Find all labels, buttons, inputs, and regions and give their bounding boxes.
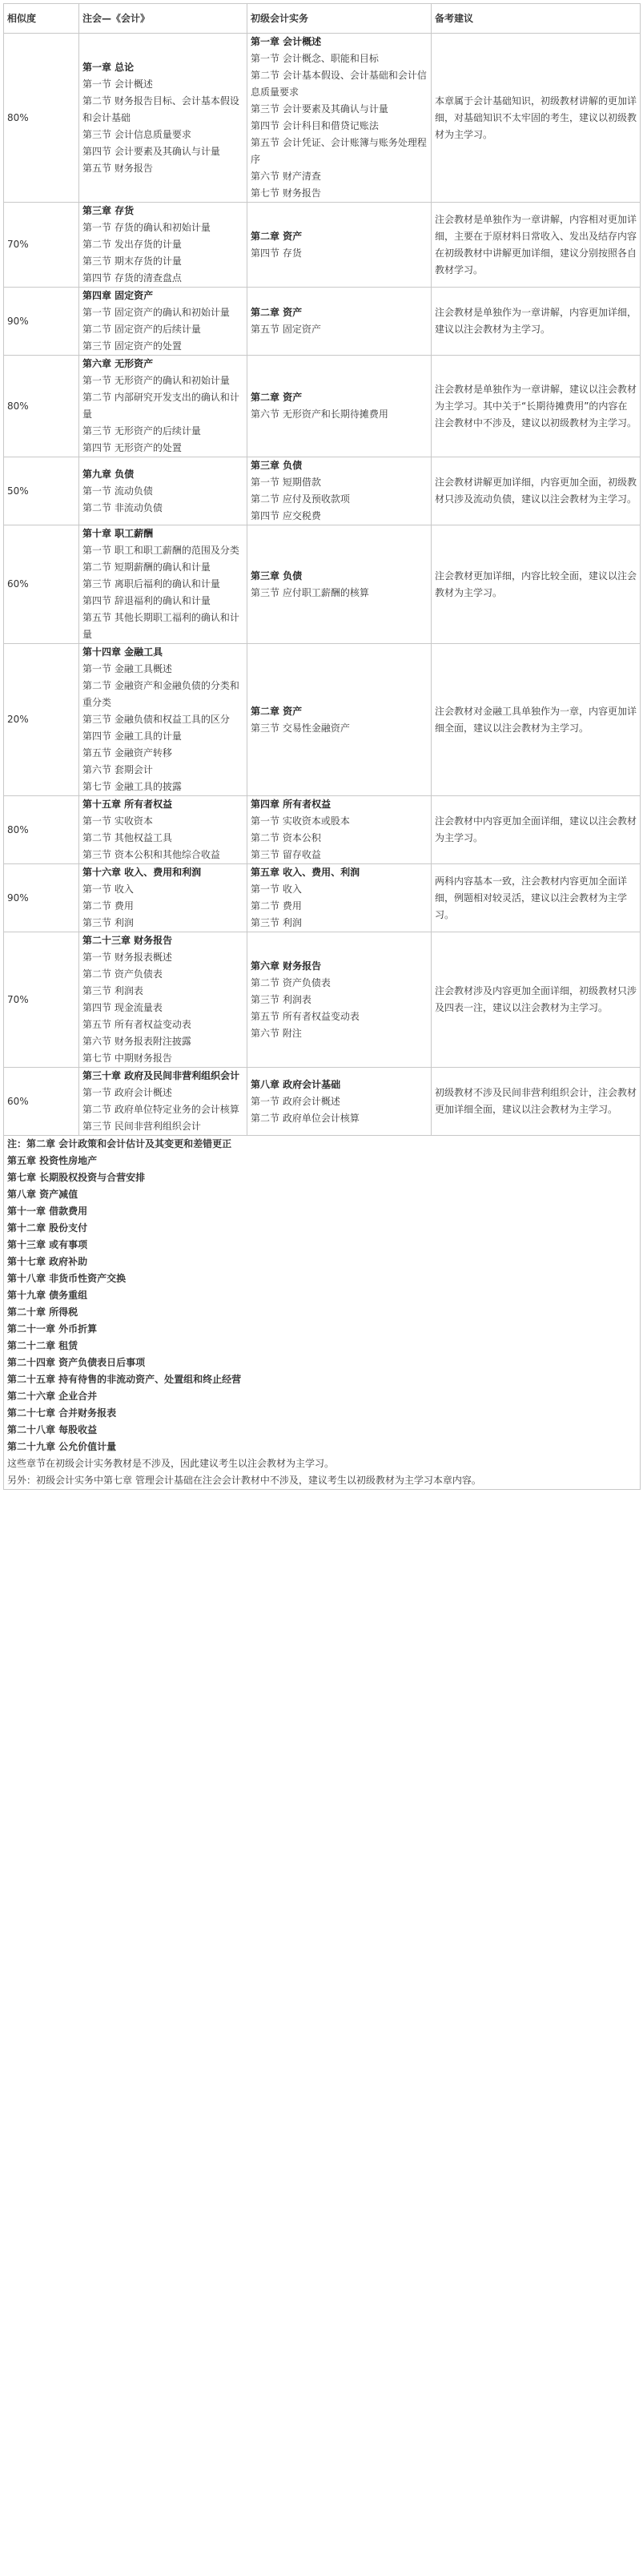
similarity-cell: 80% (4, 34, 79, 203)
cpa-chapter-cell (79, 796, 247, 864)
junior-section: 第二节 费用 (251, 900, 302, 912)
cpa-section: 第五节 其他长期职工福利的确认和计量 (82, 612, 239, 640)
similarity-cell: 50% (4, 457, 79, 525)
cpa-section: 第三节 金融负债和权益工具的区分 (82, 714, 230, 725)
cpa-section: 第六节 财务报表附注披露 (82, 1036, 191, 1047)
header-similarity: 相似度 (4, 4, 79, 34)
cpa-section: 第三节 固定资产的处置 (82, 340, 182, 352)
footer-chapter-item: 第二十九章 公允价值计量 (7, 1441, 117, 1452)
similarity-cell: 80% (4, 796, 79, 864)
cpa-section: 第三节 会计信息质量要求 (82, 128, 191, 140)
cpa-section: 第二节 资产负债表 (82, 968, 163, 980)
header-study-advice: 备考建议 (432, 4, 641, 34)
cpa-chapter-title: 第九章 负债 (82, 468, 135, 480)
junior-section: 第一节 实收资本或股本 (251, 815, 350, 827)
table-row (4, 644, 641, 796)
cpa-section: 第三节 离职后福利的确认和计量 (82, 578, 220, 590)
junior-section: 第二节 政府单位会计核算 (251, 1112, 360, 1124)
junior-section: 第二节 资产负债表 (251, 976, 331, 988)
footer-chapter-item: 第八章 资产减值 (7, 1189, 78, 1200)
cpa-chapter-title: 第十四章 金融工具 (82, 646, 163, 658)
cpa-chapter-cell (79, 457, 247, 525)
similarity-cell: 90% (4, 864, 79, 932)
footer-chapter-item: 第二十五章 持有待售的非流动资产、处置组和终止经营 (7, 1374, 242, 1385)
cpa-chapter-cell (79, 864, 247, 932)
cpa-section: 第三节 民间非营利组织会计 (82, 1121, 201, 1132)
junior-chapter-cell (247, 288, 432, 356)
cpa-section: 第七节 金融工具的披露 (82, 781, 182, 792)
header-cpa-accounting: 注会—《会计》 (79, 4, 247, 34)
cpa-section: 第二节 政府单位特定业务的会计核算 (82, 1104, 239, 1115)
header-junior-accounting: 初级会计实务 (247, 4, 432, 34)
junior-section: 第三节 利润 (251, 917, 302, 928)
junior-section: 第四节 存货 (251, 247, 302, 259)
study-advice-cell: 注会教材是单独作为一章讲解，建议以注会教材为主学习。其中关于“长期待摊费用”的内容在注会教材中不涉及，建议以初级教材为主学习。 (432, 356, 641, 457)
junior-chapter-cell (247, 203, 432, 288)
junior-chapter-title: 第二章 资产 (251, 307, 303, 318)
cpa-chapter-cell (79, 644, 247, 796)
junior-chapter-title: 第四章 所有者权益 (251, 799, 332, 810)
junior-chapter-cell (247, 1068, 432, 1136)
cpa-section: 第一节 固定资产的确认和初始计量 (82, 307, 230, 318)
footer-cell (4, 1136, 641, 1490)
table-header-row (4, 4, 641, 34)
cpa-section: 第四节 存货的清查盘点 (82, 272, 182, 284)
junior-chapter-title: 第一章 会计概述 (251, 36, 322, 47)
study-advice-cell: 注会教材对金融工具单独作为一章，内容更加详细全面，建议以注会教材为主学习。 (432, 644, 641, 796)
cpa-chapter-title: 第十六章 收入、费用和利润 (82, 867, 202, 878)
junior-section: 第三节 利润表 (251, 993, 311, 1005)
cpa-chapter-title: 第二十三章 财务报告 (82, 935, 173, 946)
footer-row (4, 1136, 641, 1490)
footer-note-tail: 这些章节在初级会计实务教材是不涉及，因此建议考生以注会教材为主学习。 (7, 1458, 335, 1469)
cpa-section: 第三节 无形资产的后续计量 (82, 425, 201, 437)
junior-section: 第三节 应付职工薪酬的核算 (251, 586, 369, 598)
cpa-section: 第三节 资本公积和其他综合收益 (82, 849, 220, 860)
study-advice-cell: 注会教材讲解更加详细，内容更加全面，初级教材只涉及流动负债，建议以注会教材为主学习。 (432, 457, 641, 525)
footer-chapter-item: 第二十八章 每股收益 (7, 1424, 98, 1435)
cpa-section: 第四节 辞退福利的确认和计量 (82, 595, 211, 606)
footer-chapter-item: 第二十四章 资产负债表日后事项 (7, 1357, 146, 1368)
cpa-chapter-title: 第三章 存货 (82, 205, 135, 216)
cpa-section: 第五节 财务报告 (82, 162, 153, 174)
junior-section: 第六节 无形资产和长期待摊费用 (251, 409, 388, 420)
junior-section: 第七节 财务报告 (251, 187, 321, 199)
table-row (4, 1068, 641, 1136)
cpa-section: 第二节 短期薪酬的确认和计量 (82, 561, 211, 573)
cpa-chapter-cell (79, 932, 247, 1068)
study-advice-cell: 注会教材中内容更加全面详细，建议以注会教材为主学习。 (432, 796, 641, 864)
cpa-section: 第二节 发出存货的计量 (82, 239, 182, 250)
study-advice-cell: 注会教材是单独作为一章讲解，内容更加详细，建议以注会教材为主学习。 (432, 288, 641, 356)
footer-chapter-item: 第十一章 借款费用 (7, 1205, 88, 1217)
junior-section: 第五节 固定资产 (251, 324, 321, 335)
junior-chapter-title: 第三章 负债 (251, 570, 303, 582)
study-advice-cell: 注会教材更加详细，内容比较全面，建议以注会教材为主学习。 (432, 525, 641, 644)
study-advice-cell: 两科内容基本一致，注会教材内容更加全面详细，例题相对较灵活，建议以注会教材为主学习。 (432, 864, 641, 932)
junior-section: 第二节 会计基本假设、会计基础和会计信息质量要求 (251, 70, 427, 98)
table-row (4, 864, 641, 932)
cpa-section: 第三节 利润 (82, 917, 134, 928)
junior-chapter-title: 第二章 资产 (251, 392, 303, 403)
cpa-chapter-title: 第四章 固定资产 (82, 290, 154, 301)
junior-section: 第五节 会计凭证、会计账簿与账务处理程序 (251, 137, 427, 165)
junior-section: 第一节 收入 (251, 883, 302, 895)
cpa-chapter-cell (79, 203, 247, 288)
junior-section: 第一节 政府会计概述 (251, 1095, 340, 1107)
junior-chapter-cell (247, 457, 432, 525)
study-advice-cell: 初级教材不涉及民间非营利组织会计，注会教材更加详细全面，建议以注会教材为主学习。 (432, 1068, 641, 1136)
cpa-section: 第一节 财务报表概述 (82, 952, 172, 963)
junior-section: 第四节 会计科目和借贷记账法 (251, 120, 379, 131)
junior-section: 第二节 应付及预收款项 (251, 493, 350, 505)
cpa-section: 第四节 现金流量表 (82, 1002, 163, 1013)
junior-chapter-cell (247, 932, 432, 1068)
footer-chapter-item: 第十九章 债务重组 (7, 1290, 88, 1301)
study-advice-cell: 本章属于会计基础知识，初级教材讲解的更加详细，对基础知识不太牢固的考生，建议以初级教材为主学习。 (432, 34, 641, 203)
footer-chapter-item: 第二十二章 租赁 (7, 1340, 78, 1351)
junior-chapter-cell (247, 796, 432, 864)
cpa-section: 第三节 期末存货的计量 (82, 256, 182, 267)
cpa-section: 第二节 内部研究开发支出的确认和计量 (82, 392, 239, 420)
junior-chapter-title: 第三章 负债 (251, 460, 303, 471)
cpa-section: 第一节 金融工具概述 (82, 663, 172, 674)
cpa-section: 第三节 利润表 (82, 985, 143, 996)
junior-chapter-cell (247, 864, 432, 932)
footer-chapter-item: 第二十一章 外币折算 (7, 1323, 98, 1334)
cpa-chapter-cell (79, 1068, 247, 1136)
study-advice-cell: 注会教材是单独作为一章讲解，内容相对更加详细，主要在于原材料日常收入、发出及结存内容在初级教材中讲解更加详细，建议分别按照各自教材学习。 (432, 203, 641, 288)
cpa-section: 第一节 收入 (82, 883, 134, 895)
cpa-section: 第一节 无形资产的确认和初始计量 (82, 375, 230, 386)
footer-chapter-item: 第二十六章 企业合并 (7, 1391, 98, 1402)
cpa-section: 第二节 金融资产和金融负债的分类和重分类 (82, 680, 239, 708)
junior-chapter-title: 第二章 资产 (251, 705, 303, 717)
table-row (4, 203, 641, 288)
junior-chapter-cell (247, 34, 432, 203)
cpa-section: 第二节 财务报告目标、会计基本假设和会计基础 (82, 95, 239, 123)
cpa-section: 第一节 存货的确认和初始计量 (82, 222, 211, 233)
junior-chapter-title: 第二章 资产 (251, 230, 303, 242)
similarity-cell: 70% (4, 932, 79, 1068)
footer-chapter-item: 第十二章 股份支付 (7, 1222, 88, 1234)
cpa-section: 第一节 会计概述 (82, 78, 153, 90)
cpa-section: 第二节 其他权益工具 (82, 832, 172, 843)
junior-section: 第二节 资本公积 (251, 832, 321, 843)
footer-chapter-item: 第十三章 或有事项 (7, 1239, 88, 1250)
similarity-cell: 20% (4, 644, 79, 796)
junior-chapter-cell (247, 644, 432, 796)
table-row (4, 525, 641, 644)
cpa-section: 第五节 金融资产转移 (82, 747, 172, 759)
similarity-cell: 60% (4, 1068, 79, 1136)
similarity-cell: 70% (4, 203, 79, 288)
table-row (4, 932, 641, 1068)
comparison-table (3, 3, 641, 1490)
table-row (4, 457, 641, 525)
cpa-chapter-title: 第六章 无形资产 (82, 358, 154, 369)
cpa-section: 第七节 中期财务报告 (82, 1053, 172, 1064)
cpa-section: 第一节 政府会计概述 (82, 1087, 172, 1098)
footer-chapter-item: 第七章 长期股权投资与合营安排 (7, 1172, 146, 1183)
cpa-chapter-cell (79, 288, 247, 356)
cpa-chapter-title: 第十五章 所有者权益 (82, 799, 173, 810)
junior-chapter-title: 第五章 收入、费用、利润 (251, 867, 360, 878)
junior-chapter-cell (247, 525, 432, 644)
junior-chapter-title: 第八章 政府会计基础 (251, 1078, 341, 1090)
footer-note-head: 注：第二章 会计政策和会计估计及其变更和差错更正 (7, 1138, 232, 1149)
footer-chapter-item: 第十八章 非货币性资产交换 (7, 1273, 127, 1284)
junior-section: 第一节 短期借款 (251, 477, 321, 488)
cpa-chapter-cell (79, 525, 247, 644)
table-row (4, 356, 641, 457)
cpa-section: 第一节 实收资本 (82, 815, 153, 827)
similarity-cell: 80% (4, 356, 79, 457)
footer-chapter-list (7, 1153, 637, 1455)
cpa-section: 第二节 固定资产的后续计量 (82, 324, 201, 335)
cpa-section: 第二节 非流动负债 (82, 501, 163, 513)
cpa-section: 第四节 会计要素及其确认与计量 (82, 145, 220, 157)
table-row (4, 288, 641, 356)
cpa-chapter-title: 第三十章 政府及民间非营利组织会计 (82, 1070, 240, 1081)
junior-section: 第三节 留存收益 (251, 849, 321, 860)
junior-section: 第三节 会计要素及其确认与计量 (251, 103, 388, 115)
junior-section: 第五节 所有者权益变动表 (251, 1010, 360, 1022)
cpa-section: 第一节 流动负债 (82, 485, 153, 497)
junior-section: 第六节 附注 (251, 1027, 302, 1039)
junior-section: 第三节 交易性金融资产 (251, 722, 350, 734)
cpa-section: 第六节 套期会计 (82, 764, 153, 775)
cpa-section: 第二节 费用 (82, 900, 134, 912)
cpa-section: 第一节 职工和职工薪酬的范围及分类 (82, 545, 239, 556)
cpa-chapter-cell (79, 356, 247, 457)
junior-chapter-title: 第六章 财务报告 (251, 960, 322, 972)
cpa-section: 第四节 无形资产的处置 (82, 442, 182, 453)
cpa-section: 第五节 所有者权益变动表 (82, 1019, 191, 1030)
footer-chapter-item: 第二十章 所得税 (7, 1306, 78, 1318)
study-advice-cell: 注会教材涉及内容更加全面详细，初级教材只涉及四表一注，建议以注会教材为主学习。 (432, 932, 641, 1068)
similarity-cell: 60% (4, 525, 79, 644)
similarity-cell: 90% (4, 288, 79, 356)
footer-chapter-item: 第五章 投资性房地产 (7, 1155, 98, 1166)
table-row (4, 34, 641, 203)
junior-chapter-cell (247, 356, 432, 457)
footer-chapter-item: 第二十七章 合并财务报表 (7, 1407, 117, 1419)
footer-note-last: 另外：初级会计实务中第七章 管理会计基础在注会会计教材中不涉及，建议考生以初级教材为主学习本章内容。 (7, 1475, 481, 1486)
cpa-chapter-cell (79, 34, 247, 203)
junior-section: 第四节 应交税费 (251, 510, 321, 521)
junior-section: 第六节 财产清查 (251, 171, 321, 182)
junior-section: 第一节 会计概念、职能和目标 (251, 53, 379, 64)
cpa-section: 第四节 金融工具的计量 (82, 731, 182, 742)
footer-chapter-item: 第十七章 政府补助 (7, 1256, 88, 1267)
cpa-chapter-title: 第一章 总论 (82, 61, 135, 73)
cpa-chapter-title: 第十章 职工薪酬 (82, 528, 154, 539)
table-row (4, 796, 641, 864)
